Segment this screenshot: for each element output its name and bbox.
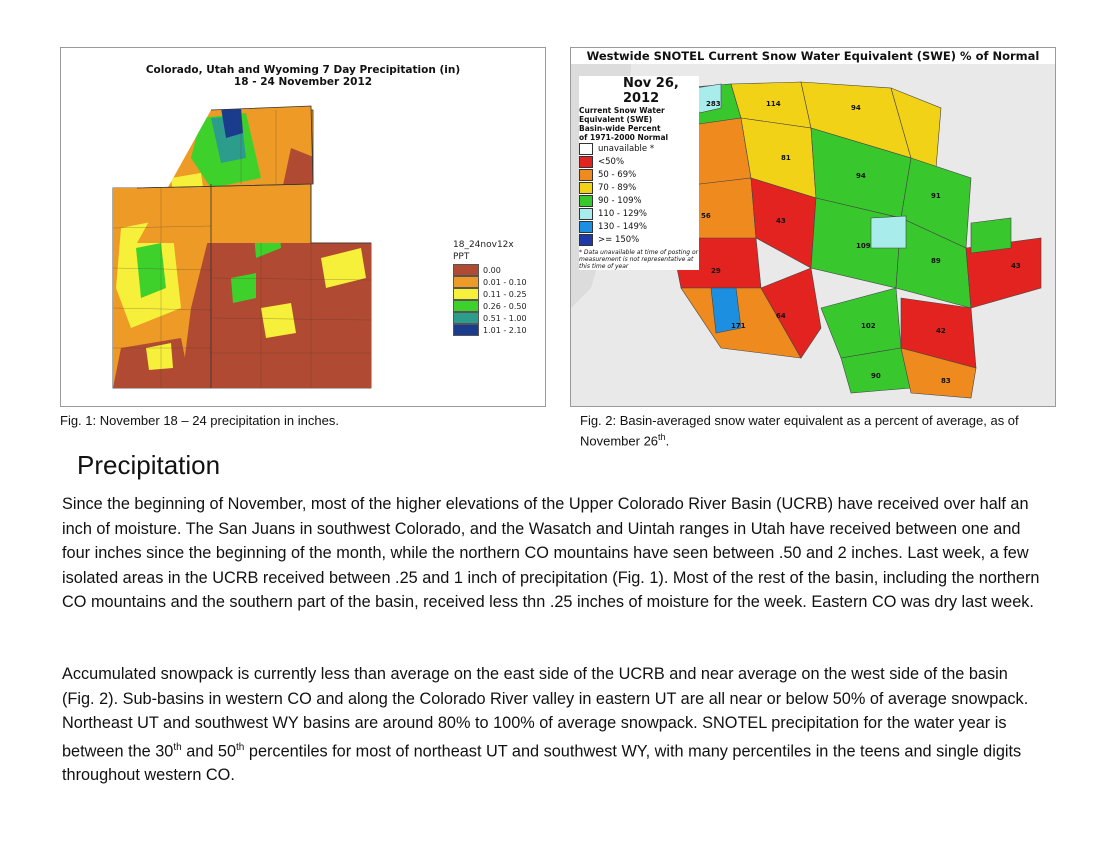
svg-text:94: 94 [851, 104, 861, 112]
legend-item: 1.01 - 2.10 [453, 324, 527, 336]
svg-text:42: 42 [936, 327, 946, 335]
svg-text:94: 94 [856, 172, 866, 180]
legend-swatch [453, 324, 479, 336]
legend-swatch [579, 195, 593, 207]
svg-text:114: 114 [766, 100, 781, 108]
legend-file-label: 18_24nov12x [453, 240, 514, 250]
svg-text:171: 171 [731, 322, 746, 330]
svg-text:283: 283 [706, 100, 721, 108]
snowpack-paragraph: Accumulated snowpack is currently less than average on the east side of the UCRB and near average on the west side of the basin (Fig. 2). Sub-basins in western CO and along the Colorado River valley in eastern UT are all near or below 50% of average snowpack. Northeast UT and southwest WY basins are around 80% to 100% of average snowpack. SNOTEL precipitation for the water year is between the 30th and 50th percentiles for most of northeast UT and southwest WY, with many percentiles in the teens and single digits throughout western CO. [62, 665, 1029, 785]
svg-text:89: 89 [931, 257, 941, 265]
legend-item: >= 150% [579, 233, 699, 246]
legend-swatch [579, 182, 593, 194]
legend-swatch [579, 156, 593, 168]
svg-text:91: 91 [931, 192, 941, 200]
legend-item: 0.00 [453, 264, 527, 276]
precipitation-paragraph: Since the beginning of November, most of the higher elevations of the Upper Colorado River Basin (UCRB) have received over half an inch of moisture. The San Juans in southwest Colorado, and the Wasatch and Uintah ranges in Utah have received between one and four inches since the beginning of the month, while the northern CO mountains have seen between .50 and 2 inches. Last week, a few isolated areas in the UCRB received between .25 and 1 inch of precipitation (Fig. 1). Most of the rest of the basin, including the northern CO mountains and the southern part of the basin, received less thn .25 inches of moisture for the week. Eastern CO was dry last week. [62, 495, 1040, 611]
legend-item: 70 - 89% [579, 181, 699, 194]
figure-1-title: Colorado, Utah and Wyoming 7 Day Precipitation (in) 18 - 24 November 2012 [145, 64, 461, 88]
figure-2-snotel-map [570, 47, 1056, 407]
legend-item: 0.26 - 0.50 [453, 300, 527, 312]
legend-item: 50 - 69% [579, 168, 699, 181]
legend-item: <50% [579, 155, 699, 168]
precipitation-legend [453, 240, 527, 336]
svg-text:56: 56 [701, 212, 711, 220]
legend-swatch [453, 288, 479, 300]
legend-swatch [579, 234, 593, 246]
legend-item: 0.01 - 0.10 [453, 276, 527, 288]
figure-1-precipitation-map [60, 47, 546, 407]
svg-text:64: 64 [776, 312, 786, 320]
legend-item: 130 - 149% [579, 220, 699, 233]
precipitation-map-graphic [61, 48, 545, 406]
svg-text:90: 90 [871, 372, 881, 380]
svg-text:43: 43 [1011, 262, 1021, 270]
legend-unit-label: PPT [453, 252, 470, 262]
legend-swatch [579, 221, 593, 233]
legend-swatch [453, 276, 479, 288]
svg-text:29: 29 [711, 267, 721, 275]
legend-swatch [579, 169, 593, 181]
legend-note: * Data unavailable at time of posting or measurement is not representative at this time of year [579, 249, 699, 270]
legend-item: 0.51 - 1.00 [453, 312, 527, 324]
legend-item: 90 - 109% [579, 194, 699, 207]
legend-swatch [453, 312, 479, 324]
svg-text:43: 43 [776, 217, 786, 225]
legend-item: 110 - 129% [579, 207, 699, 220]
figure-2-title: Westwide SNOTEL Current Snow Water Equivalent (SWE) % of Normal [586, 49, 1040, 63]
figure-1-caption: Fig. 1: November 18 – 24 precipitation in inches. [60, 413, 339, 428]
map-date: Nov 26, 2012 [623, 76, 679, 106]
svg-text:83: 83 [941, 377, 951, 385]
legend-swatch [453, 264, 479, 276]
svg-text:109: 109 [856, 242, 871, 250]
snotel-legend [579, 76, 699, 270]
svg-text:81: 81 [781, 154, 791, 162]
legend-swatch [579, 143, 593, 155]
legend-item: unavailable * [579, 142, 699, 155]
legend-heading: Current Snow Water Equivalent (SWE) Basin-wide Percent of 1971-2000 Normal [579, 106, 669, 142]
legend-swatch [579, 208, 593, 220]
legend-swatch [453, 300, 479, 312]
figure-2-caption: Fig. 2: Basin-averaged snow water equivalent as a percent of average, as of November 26th. [580, 413, 1019, 449]
svg-text:102: 102 [861, 322, 876, 330]
section-heading: Precipitation [77, 450, 221, 480]
legend-item: 0.11 - 0.25 [453, 288, 527, 300]
